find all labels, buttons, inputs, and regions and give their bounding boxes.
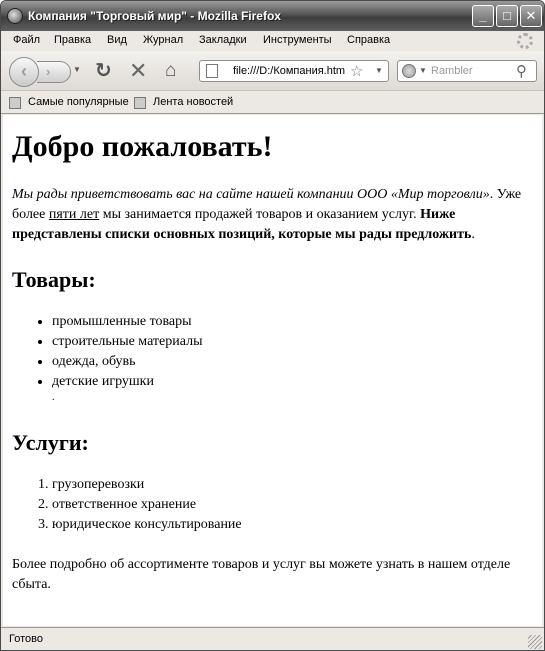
bookmarks-toolbar: [1, 92, 544, 114]
services-title: Услуги:: [12, 430, 89, 455]
list-item: 1. грузоперевозки: [52, 475, 532, 495]
menu-bar: [1, 31, 544, 51]
intro-paragraph: [12, 185, 532, 245]
url-bar[interactable]: [199, 60, 389, 82]
goods-title: Товары:: [12, 267, 96, 292]
stop-icon[interactable]: ✕: [129, 58, 148, 83]
menu-view[interactable]: Вид: [107, 34, 127, 46]
bookmark-news-feed[interactable]: Лента новостей: [153, 96, 234, 108]
firefox-icon: [7, 8, 23, 24]
history-dropdown-icon[interactable]: ▼: [73, 65, 81, 74]
bookmark-folder-icon: [9, 97, 21, 109]
resize-grip[interactable]: [528, 635, 542, 649]
list-item: 2. ответственное хранение: [52, 495, 532, 515]
intro-underline: пяти лет: [48, 207, 100, 222]
status-bar: [1, 627, 544, 651]
url-input[interactable]: file:///D:/Компания.htm: [233, 65, 345, 77]
url-dropdown-icon[interactable]: ▼: [375, 66, 383, 75]
maximize-button[interactable]: □: [496, 5, 518, 27]
menu-tools[interactable]: Инструменты: [263, 34, 332, 46]
forward-button[interactable]: ›: [37, 61, 71, 83]
list-item: • одежда, обувь: [52, 352, 532, 372]
intro-italic: Мы рады приветствовать вас на сайте нашей компании ООО «Мир торговли»: [12, 187, 490, 202]
search-engine-icon[interactable]: [402, 64, 416, 78]
window-title: Компания "Торговый мир" - Mozilla Firefox: [28, 9, 281, 23]
engine-dropdown-icon[interactable]: ▼: [419, 66, 427, 75]
search-bar[interactable]: [397, 60, 537, 82]
menu-help[interactable]: Справка: [347, 34, 391, 46]
bookmark-most-visited[interactable]: Самые популярные: [28, 96, 129, 108]
list-item: • строительные материалы: [52, 332, 532, 352]
navigation-toolbar: [1, 51, 544, 91]
page-icon: [206, 64, 218, 78]
intro-end: .: [471, 227, 475, 242]
intro-bold: Ниже представлены списки основных позиций, которые мы рады предложить: [12, 207, 472, 242]
bookmark-star-icon[interactable]: ☆: [350, 63, 364, 80]
list-item-trailing: .: [52, 392, 55, 403]
list-item: • промышленные товары: [52, 312, 532, 332]
intro-text-2: мы занимается продажей товаров и оказанием услуг.: [99, 207, 421, 222]
rss-icon: [134, 97, 146, 109]
menu-bookmarks[interactable]: Закладки: [199, 34, 247, 46]
page-heading: Добро пожаловать!: [12, 130, 273, 163]
close-button[interactable]: ✕: [520, 5, 542, 27]
list-item: • детские игрушки: [52, 372, 532, 392]
title-bar[interactable]: [1, 1, 544, 31]
footer-paragraph: Более подробно об ассортименте товаров и услуг вы можете узнать в нашем отделе сбыта.: [12, 557, 511, 592]
search-icon[interactable]: ⚲: [516, 63, 527, 80]
menu-file[interactable]: Файл: [13, 34, 41, 46]
back-button[interactable]: ‹: [9, 57, 39, 87]
intro-text-1: . Уже более: [12, 187, 522, 222]
page-content: [3, 115, 542, 626]
goods-list: [52, 312, 532, 408]
reload-icon[interactable]: ↻: [95, 60, 112, 82]
home-icon[interactable]: ⌂: [165, 60, 177, 81]
services-list: [52, 475, 532, 535]
throbber-icon: [517, 33, 533, 49]
menu-edit[interactable]: Правка: [54, 34, 92, 46]
status-text: Готово: [9, 633, 43, 645]
list-item: 3. юридическое консультирование: [52, 515, 532, 535]
menu-history[interactable]: Журнал: [143, 34, 184, 46]
search-input[interactable]: Rambler: [431, 65, 473, 77]
minimize-button[interactable]: _: [472, 5, 494, 27]
